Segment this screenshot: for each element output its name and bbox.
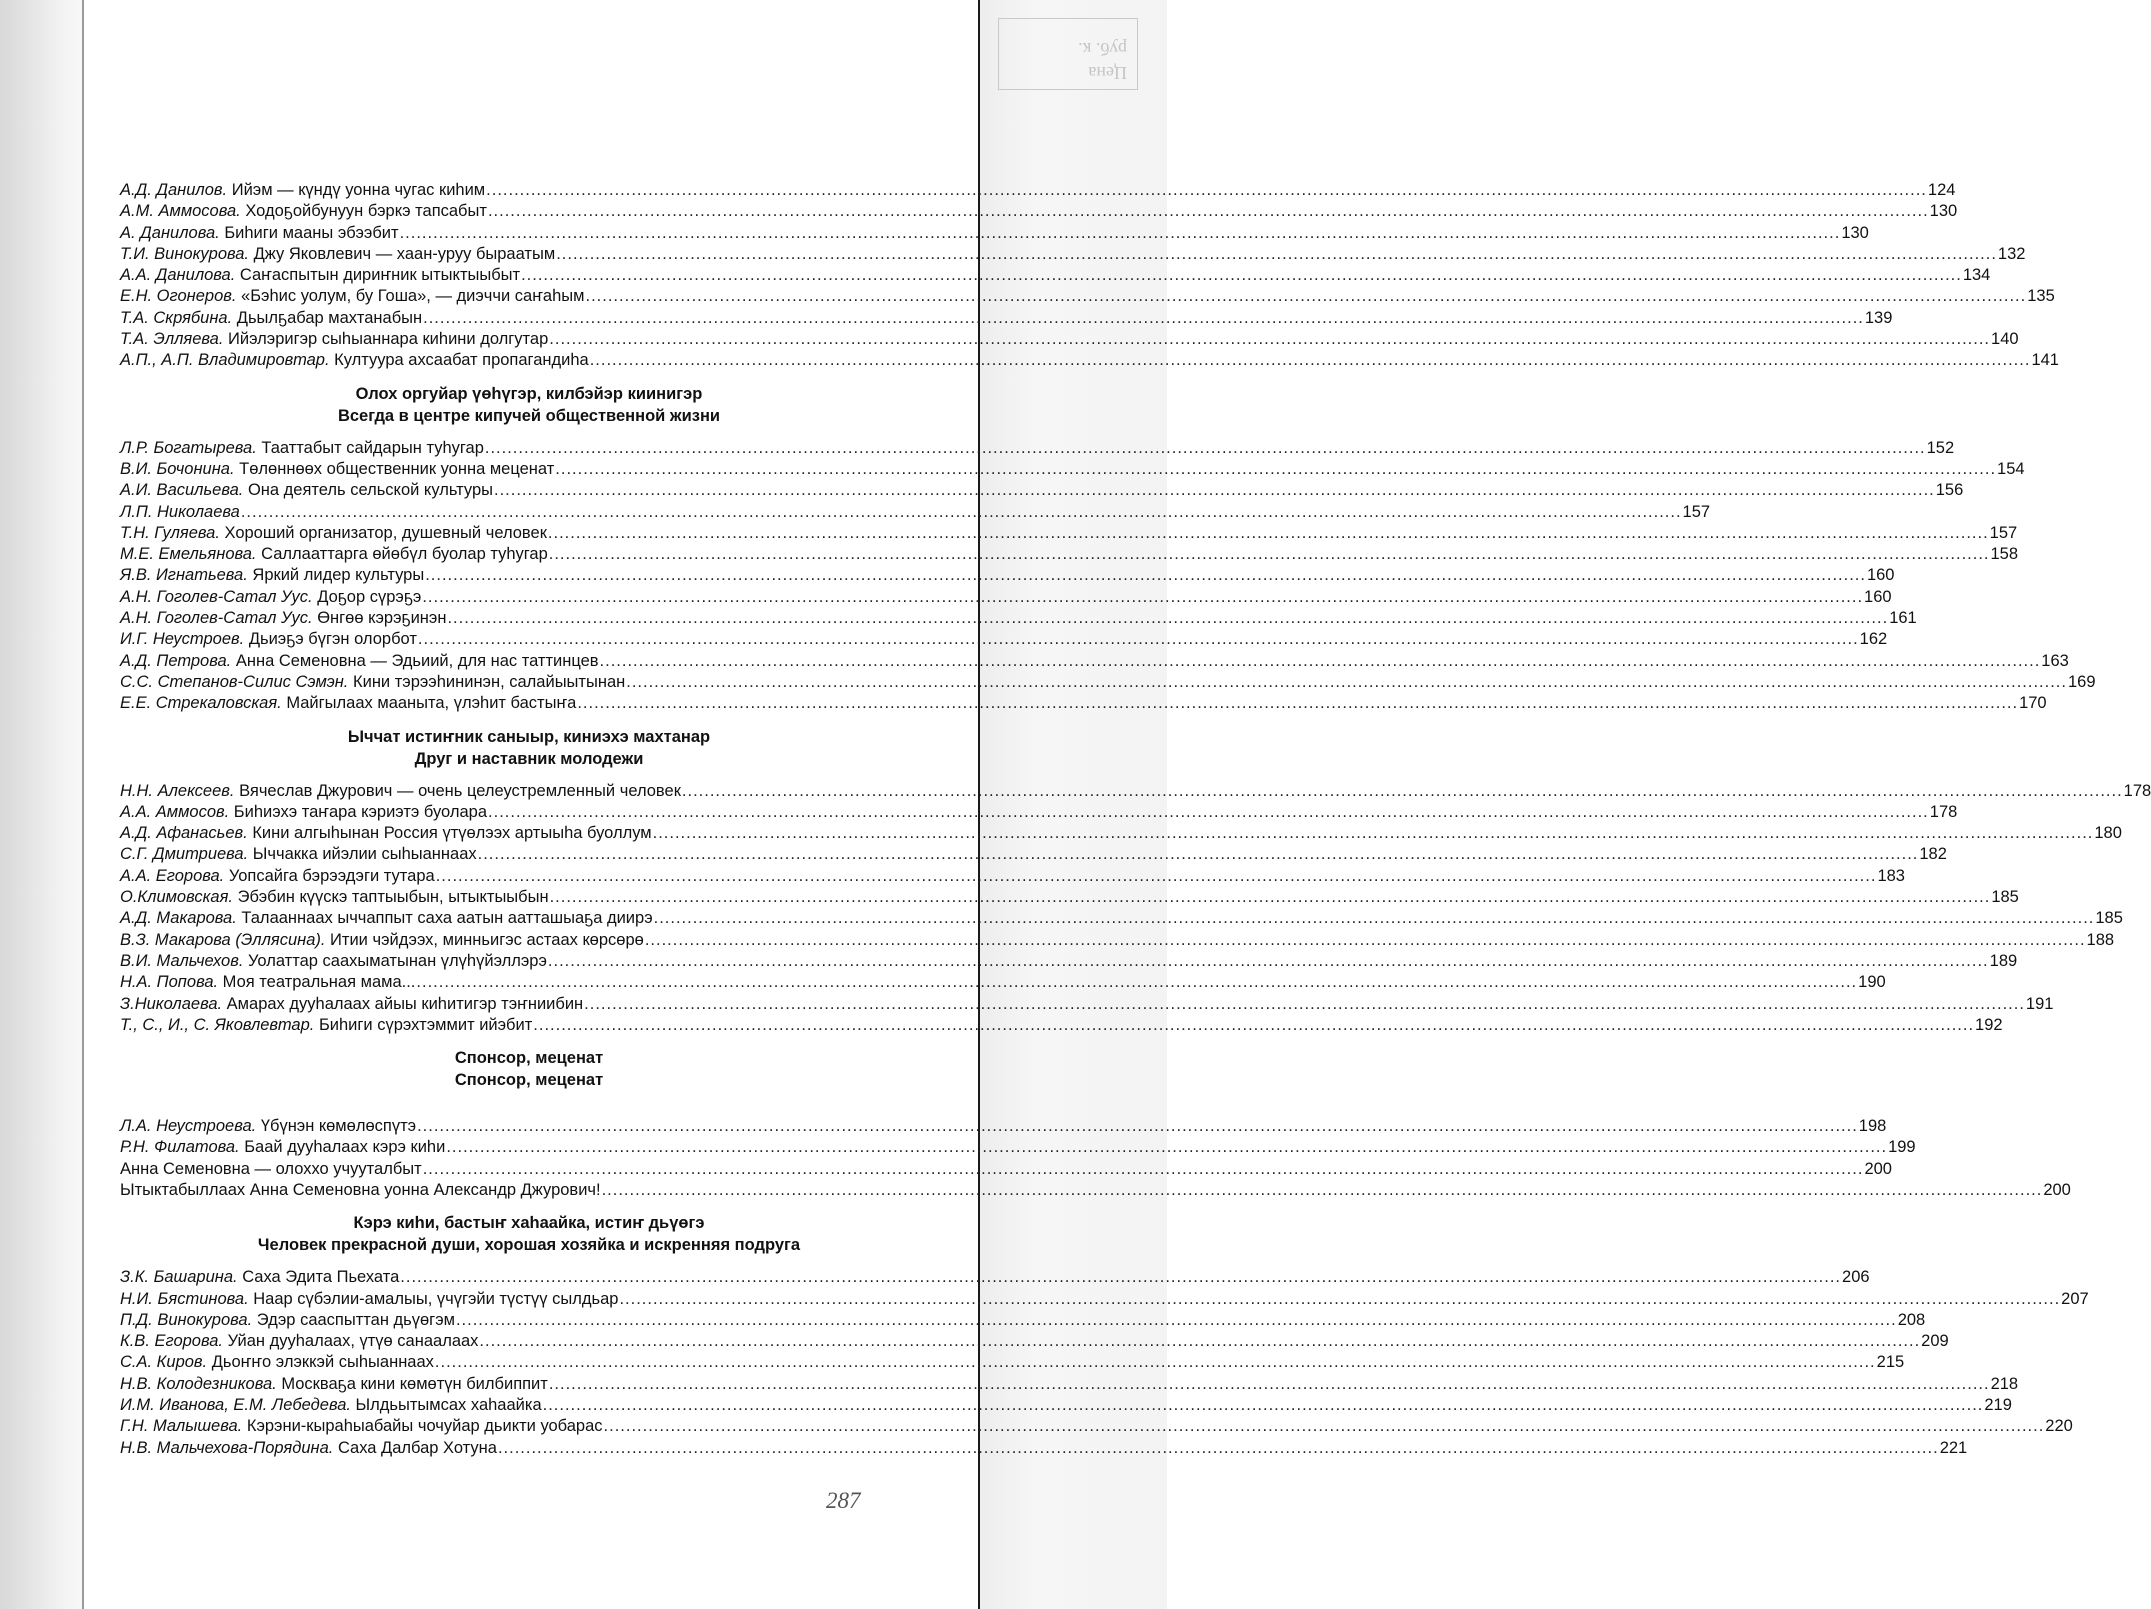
toc-entry[interactable] bbox=[120, 523, 2018, 544]
toc-entry[interactable] bbox=[120, 672, 2096, 693]
leader-dots bbox=[549, 1374, 1990, 1395]
entry-title: Саҥаспытын дириҥник ытыктыыбыт bbox=[239, 266, 521, 285]
entry-author: З.Николаева. bbox=[120, 994, 223, 1013]
entry-author: А.А. Данилова. bbox=[120, 266, 236, 285]
toc-entry[interactable] bbox=[120, 651, 2069, 672]
entry-text bbox=[120, 587, 421, 608]
entry-page-number: 157 bbox=[1682, 502, 1711, 521]
entry-text bbox=[120, 438, 484, 459]
entry-title: Ходоҕойбунуун бэркэ тапсабыт bbox=[245, 202, 487, 221]
toc-section bbox=[120, 383, 2096, 715]
toc-entry[interactable] bbox=[120, 286, 2055, 307]
toc-entry[interactable] bbox=[120, 1416, 2073, 1437]
entry-author: Н.И. Бястинова. bbox=[120, 1289, 249, 1308]
toc-entry[interactable] bbox=[120, 544, 2019, 565]
entry-page-number: 178 bbox=[2123, 781, 2151, 800]
entry-text bbox=[120, 565, 424, 586]
toc-entry[interactable] bbox=[120, 693, 2047, 714]
toc-entry[interactable] bbox=[120, 587, 1892, 608]
leader-dots bbox=[241, 502, 1682, 523]
toc-entry[interactable] bbox=[120, 887, 2019, 908]
leader-dots bbox=[425, 565, 1866, 586]
entry-page-number: 157 bbox=[1989, 523, 2018, 542]
leader-dots bbox=[479, 1331, 1920, 1352]
entry-title: Саллааттарга өйөбүл буолар туһугар bbox=[261, 545, 548, 564]
entry-text bbox=[120, 887, 549, 908]
leader-dots bbox=[584, 994, 2025, 1015]
leader-dots bbox=[626, 672, 2067, 693]
entry-text bbox=[120, 930, 644, 951]
entry-text bbox=[120, 201, 487, 222]
entry-text bbox=[120, 329, 548, 350]
entry-author: А.А. Егорова. bbox=[120, 866, 225, 885]
entry-title: Она деятель сельской культуры bbox=[247, 481, 493, 500]
entry-title: Хороший организатор, душевный человек bbox=[224, 523, 547, 542]
toc-entry[interactable] bbox=[120, 329, 2019, 350]
leader-dots bbox=[548, 523, 1989, 544]
entry-title: Моя театральная мама... bbox=[222, 973, 416, 992]
entry-title: Ийэм — күндү уонна чугас киһим bbox=[231, 181, 486, 199]
entry-page-number: 161 bbox=[1889, 609, 1917, 628]
entry-text bbox=[120, 844, 477, 865]
entry-author: И.Г. Неустроев. bbox=[120, 630, 245, 649]
entry-text bbox=[120, 1180, 601, 1201]
entry-text bbox=[120, 1015, 532, 1036]
toc-entry[interactable] bbox=[120, 951, 2018, 972]
toc-entry[interactable] bbox=[120, 480, 1964, 501]
entry-page-number: 160 bbox=[1864, 587, 1892, 606]
entry-text bbox=[120, 480, 493, 501]
entry-title: Ыччакка ийэлии сыһыаннаах bbox=[252, 845, 477, 864]
entry-page-number: 182 bbox=[1919, 845, 1947, 864]
toc-entry[interactable] bbox=[120, 844, 1947, 865]
toc-entry[interactable] bbox=[120, 1352, 1905, 1373]
entry-title: Итии чэйдээх, минньигэс астаах көрсөрө bbox=[330, 930, 644, 949]
leader-dots bbox=[549, 329, 1990, 350]
toc-section bbox=[120, 726, 2151, 1037]
toc-entry[interactable] bbox=[120, 1331, 1949, 1352]
entry-text bbox=[120, 1289, 618, 1310]
entry-page-number: 191 bbox=[2025, 994, 2054, 1013]
toc-entry[interactable] bbox=[120, 244, 2026, 265]
section-heading: Друг и наставник молодежи bbox=[414, 749, 644, 768]
entry-author: А.Д. Макарова. bbox=[120, 909, 237, 928]
entry-text bbox=[120, 994, 583, 1015]
entry-page-number: 152 bbox=[1926, 438, 1955, 457]
section-heading: Олох оргуйар үөһүгэр, килбэйэр киинигэр bbox=[355, 384, 703, 403]
entry-page-number: 180 bbox=[2094, 824, 2122, 843]
entry-author: Г.Н. Малышева. bbox=[120, 1417, 243, 1436]
stamp-line: Цена bbox=[1088, 63, 1127, 83]
entry-author: С.С. Степанов-Силис Сэмэн. bbox=[120, 672, 349, 691]
section-heading: Ыччат истиҥник саныыр, киниэхэ махтанар bbox=[347, 727, 711, 746]
entry-page-number: 215 bbox=[1876, 1353, 1905, 1372]
entry-title: Култуура ахсаабат пропагандиһа bbox=[334, 351, 589, 370]
entry-text bbox=[120, 1416, 603, 1437]
toc-entry[interactable] bbox=[120, 823, 2122, 844]
entry-title: Эдэр саaспыттан дьүөгэм bbox=[256, 1310, 455, 1329]
entry-text bbox=[120, 1374, 548, 1395]
entry-page-number: 208 bbox=[1897, 1310, 1926, 1329]
leader-dots bbox=[543, 1395, 1984, 1416]
entry-text bbox=[120, 223, 399, 244]
entry-title: Төлөннөөх общественник уонна меценат bbox=[239, 459, 555, 478]
entry-page-number: 134 bbox=[1962, 266, 1991, 285]
section-heading: Спонсор, меценат bbox=[454, 1049, 604, 1068]
entry-author: А.П., А.П. Владимировтар. bbox=[120, 351, 330, 370]
price-stamp bbox=[998, 18, 1138, 90]
entry-text bbox=[120, 244, 555, 265]
toc-entry[interactable] bbox=[120, 1310, 1926, 1331]
entry-title: Уолаттар саахыматынан үлүһүйэллэрэ bbox=[248, 951, 547, 970]
entry-author: Т.Н. Гуляева. bbox=[120, 523, 220, 542]
leader-dots bbox=[488, 201, 1929, 222]
leader-dots bbox=[400, 223, 1841, 244]
toc-entry[interactable] bbox=[120, 1180, 2071, 1201]
entry-author: Н.В. Колодезникова. bbox=[120, 1374, 277, 1393]
leader-dots bbox=[423, 1159, 1864, 1180]
leader-dots bbox=[435, 1352, 1876, 1373]
leader-dots bbox=[653, 823, 2094, 844]
entry-page-number: 124 bbox=[1927, 181, 1956, 199]
toc-entry[interactable] bbox=[120, 629, 1888, 650]
leader-dots bbox=[600, 651, 2041, 672]
leader-dots bbox=[556, 244, 1997, 265]
leader-dots bbox=[436, 866, 1877, 887]
entry-text bbox=[120, 502, 240, 523]
section-heading: Спонсор, меценат bbox=[454, 1071, 604, 1090]
entry-author: Т., С., И., С. Яковлевтар. bbox=[120, 1015, 315, 1034]
entry-title: Кэрэни-кыраһыабайы чочуйар дьикти уобарас bbox=[246, 1417, 603, 1436]
entry-text bbox=[120, 286, 584, 307]
entry-text bbox=[120, 459, 554, 480]
entry-title: Саха Эдита Пьехата bbox=[242, 1268, 400, 1287]
scan-page-edge bbox=[82, 0, 84, 1609]
entry-title: Анна Семеновна — Эдьиий, для нас таттинцев bbox=[235, 651, 599, 670]
toc-entry[interactable] bbox=[120, 502, 1711, 523]
leader-dots bbox=[604, 1416, 2045, 1437]
entry-author: С.А. Киров. bbox=[120, 1353, 208, 1372]
leader-dots bbox=[418, 629, 1859, 650]
entry-text bbox=[120, 1352, 434, 1373]
entry-page-number: 132 bbox=[1997, 244, 2026, 263]
entry-author: А.Д. Петрова. bbox=[120, 651, 232, 670]
toc-entry[interactable] bbox=[120, 265, 1991, 286]
toc-entry[interactable] bbox=[120, 180, 1956, 201]
entry-author: Н.А. Попова. bbox=[120, 973, 219, 992]
entry-text bbox=[120, 651, 599, 672]
entry-page-number: 200 bbox=[2043, 1180, 2071, 1199]
leader-dots bbox=[548, 951, 1989, 972]
entry-page-number: 190 bbox=[1858, 973, 1886, 992]
toc-entry[interactable] bbox=[120, 972, 1886, 993]
leader-dots bbox=[590, 350, 2031, 371]
entry-page-number: 140 bbox=[1991, 330, 2019, 349]
entry-author: З.К. Башарина. bbox=[120, 1268, 238, 1287]
entry-page-number: 130 bbox=[1929, 202, 1958, 221]
leader-dots bbox=[446, 1137, 1887, 1158]
entry-author: А.Н. Гоголев-Сатал Уус. bbox=[120, 587, 313, 606]
entry-author: Р.Н. Филатова. bbox=[120, 1138, 240, 1157]
entry-author: П.Д. Винокурова. bbox=[120, 1310, 253, 1329]
section-heading: Кэрэ киһи, бастыҥ хаһаайка, истиҥ дьүөгэ bbox=[353, 1214, 705, 1233]
entry-page-number: 158 bbox=[1990, 545, 2019, 564]
entry-author: Т.И. Винокурова. bbox=[120, 244, 250, 263]
leader-dots bbox=[577, 693, 2018, 714]
toc-entry[interactable] bbox=[120, 908, 2123, 929]
entry-author: Т.А. Скрябина. bbox=[120, 308, 233, 327]
toc-entry[interactable] bbox=[120, 308, 1893, 329]
entry-author: В.З. Макарова (Эллясина). bbox=[120, 930, 326, 949]
entry-page-number: 135 bbox=[2027, 287, 2055, 306]
entry-title: Амарах дууһалаах айыы киһитигэр тэҥниибин bbox=[226, 994, 584, 1013]
entry-text bbox=[120, 781, 681, 802]
leader-dots bbox=[417, 1116, 1858, 1137]
section-heading: Всегда в центре кипучей общественной жизни bbox=[337, 406, 721, 425]
entry-text bbox=[120, 1331, 478, 1352]
entry-title: Наар сүбэлии-амалыы, үчүгэйи түстүү сылдьар bbox=[253, 1289, 619, 1308]
entry-title: Саха Далбар Хотуна bbox=[337, 1438, 497, 1457]
entry-page-number: 163 bbox=[2041, 651, 2069, 670]
leader-dots bbox=[478, 844, 1919, 865]
entry-text bbox=[120, 972, 415, 993]
entry-title: Москваҕа кини көмөтүн билбиппит bbox=[281, 1374, 548, 1393]
entry-text bbox=[120, 693, 576, 714]
entry-title: Яркий лидер культуры bbox=[252, 566, 425, 585]
entry-page-number: 178 bbox=[1929, 802, 1958, 821]
entry-author: Е.Н. Огонеров. bbox=[120, 287, 237, 306]
stamp-line: руб. к. bbox=[1078, 39, 1127, 59]
entry-text bbox=[120, 866, 435, 887]
entry-page-number: 206 bbox=[1842, 1268, 1870, 1287]
leader-dots bbox=[494, 480, 1935, 501]
entry-page-number: 162 bbox=[1859, 630, 1888, 649]
leader-dots bbox=[486, 180, 1927, 201]
entry-text bbox=[120, 1137, 445, 1158]
entry-author: Н.В. Мальчехова-Порядина. bbox=[120, 1438, 334, 1457]
entry-text bbox=[120, 308, 422, 329]
entry-author: М.Е. Емельянова. bbox=[120, 545, 257, 564]
entry-text bbox=[120, 1116, 416, 1137]
toc-section bbox=[120, 180, 2059, 372]
entry-author: А. Данилова. bbox=[120, 223, 220, 242]
entry-page-number: 199 bbox=[1888, 1138, 1916, 1157]
toc-entry[interactable] bbox=[120, 1137, 1916, 1158]
entry-page-number: 189 bbox=[1989, 951, 2018, 970]
entry-author: Л.П. Николаева bbox=[120, 502, 240, 521]
entry-page-number: 219 bbox=[1984, 1396, 2012, 1415]
entry-author: А.Н. Гоголев-Сатал Уус. bbox=[120, 609, 313, 628]
entry-text bbox=[120, 1438, 497, 1459]
entry-page-number: 141 bbox=[2031, 351, 2059, 370]
leader-dots bbox=[645, 930, 2086, 951]
entry-title: Джу Яковлевич — хаан-уруу быраатым bbox=[253, 244, 556, 263]
entry-text bbox=[120, 908, 653, 929]
entry-author: А.Д. Данилов. bbox=[120, 181, 228, 199]
entry-author: С.Г. Дмитриева. bbox=[120, 845, 249, 864]
toc-entry[interactable] bbox=[120, 1015, 2003, 1036]
entry-text bbox=[120, 544, 548, 565]
entry-page-number: 170 bbox=[2019, 694, 2047, 713]
table-of-contents bbox=[120, 180, 2151, 1459]
entry-title: Дьоҥҥо элэккэй сыһыаннаах bbox=[211, 1353, 434, 1372]
entry-author: Е.Е. Стрекаловская. bbox=[120, 694, 282, 713]
entry-text bbox=[120, 350, 589, 371]
entry-page-number: 185 bbox=[2095, 909, 2123, 928]
toc-entry[interactable] bbox=[120, 201, 1958, 222]
toc-entry[interactable] bbox=[120, 608, 1917, 629]
section-heading: Человек прекрасной души, хорошая хозяйка и искренняя подруга bbox=[257, 1236, 801, 1255]
toc-entry[interactable] bbox=[120, 994, 2054, 1015]
entry-title: Кини алгыһынан Россия үтүөлээх артыыһа буоллум bbox=[252, 824, 652, 843]
entry-author: А.М. Аммосова. bbox=[120, 202, 241, 221]
leader-dots bbox=[447, 608, 1888, 629]
entry-page-number: 209 bbox=[1921, 1332, 1949, 1351]
entry-title: Баай дууһалаах кэрэ киһи bbox=[244, 1138, 446, 1157]
toc-entry[interactable] bbox=[120, 1438, 1968, 1459]
entry-title: Тааттабыт сайдарын туһугар bbox=[261, 438, 484, 457]
entry-title: Ытыктабыллаах Анна Семеновна уонна Александр Джурович! bbox=[120, 1180, 601, 1199]
entry-text bbox=[120, 608, 446, 629]
entry-page-number: 160 bbox=[1866, 566, 1895, 585]
page-number: 287 bbox=[826, 1488, 861, 1513]
entry-page-number: 200 bbox=[1864, 1159, 1892, 1178]
entry-author: К.В. Егорова. bbox=[120, 1332, 223, 1351]
leader-dots bbox=[549, 544, 1990, 565]
entry-author: В.И. Бочонина. bbox=[120, 459, 235, 478]
toc-entry[interactable] bbox=[120, 930, 2115, 951]
toc-entry[interactable] bbox=[120, 459, 2025, 480]
toc-entry[interactable] bbox=[120, 1289, 2089, 1310]
toc-entry[interactable] bbox=[120, 781, 2151, 802]
entry-page-number: 183 bbox=[1877, 866, 1905, 885]
leader-dots bbox=[485, 438, 1926, 459]
leader-dots bbox=[555, 459, 1996, 480]
entry-author: В.И. Мальчехов. bbox=[120, 951, 244, 970]
entry-title: Кини тэрээһининэн, салайыытынан bbox=[352, 672, 626, 691]
entry-title: Вячеслав Джурович — очень целеустремленный человек bbox=[239, 781, 681, 800]
entry-page-number: 139 bbox=[1864, 308, 1893, 327]
entry-title: Биһиги сүрэхтэммит ийэбит bbox=[318, 1015, 533, 1034]
toc-entry[interactable] bbox=[120, 438, 1955, 459]
entry-page-number: 169 bbox=[2067, 672, 2096, 691]
entry-author: Л.А. Неустроева. bbox=[120, 1117, 257, 1136]
entry-text bbox=[120, 802, 487, 823]
leader-dots bbox=[602, 1180, 2043, 1201]
leader-dots bbox=[521, 265, 1962, 286]
entry-text bbox=[120, 951, 547, 972]
entry-text bbox=[120, 672, 625, 693]
entry-title: Доҕор сүрэҕэ bbox=[317, 587, 422, 606]
toc-section bbox=[120, 1047, 2071, 1201]
entry-title: Дьылҕабар махтанабын bbox=[236, 308, 423, 327]
toc-entry[interactable] bbox=[120, 1267, 1870, 1288]
entry-author: Л.Р. Богатырева. bbox=[120, 438, 257, 457]
leader-dots bbox=[619, 1289, 2060, 1310]
entry-page-number: 130 bbox=[1841, 223, 1869, 242]
toc-entry[interactable] bbox=[120, 1159, 1892, 1180]
leader-dots bbox=[682, 781, 2123, 802]
entry-page-number: 188 bbox=[2086, 930, 2115, 949]
entry-page-number: 220 bbox=[2045, 1417, 2073, 1436]
entry-text bbox=[120, 1395, 542, 1416]
entry-author: И.М. Иванова, Е.М. Лебедева. bbox=[120, 1396, 351, 1415]
entry-text bbox=[120, 523, 547, 544]
scan-left-margin bbox=[0, 0, 82, 1609]
entry-title: Биһиэхэ таҥара кэриэтэ буолара bbox=[233, 802, 488, 821]
entry-page-number: 198 bbox=[1858, 1117, 1887, 1136]
leader-dots bbox=[488, 802, 1929, 823]
entry-title: Биһиги мааны эбээбит bbox=[224, 223, 399, 242]
toc-entry[interactable] bbox=[120, 350, 2059, 371]
leader-dots bbox=[422, 587, 1863, 608]
entry-title: Ийэлэригэр сыһыаннара киһини долгутар bbox=[228, 330, 549, 349]
entry-title: Үбүнэн көмөлөспүтэ bbox=[260, 1117, 417, 1136]
toc-entry[interactable] bbox=[120, 1374, 2019, 1395]
entry-text bbox=[120, 1159, 422, 1180]
entry-title: Өнгөө кэрэҕинэн bbox=[317, 609, 447, 628]
entry-page-number: 221 bbox=[1939, 1438, 1968, 1457]
entry-author: О.Климовская. bbox=[120, 888, 233, 907]
leader-dots bbox=[654, 908, 2095, 929]
toc-entry[interactable] bbox=[120, 802, 1958, 823]
entry-author: Т.А. Элляева. bbox=[120, 330, 224, 349]
entry-author: А.Д. Афанасьев. bbox=[120, 824, 248, 843]
entry-page-number: 192 bbox=[1975, 1015, 2003, 1034]
entry-page-number: 185 bbox=[1991, 888, 2019, 907]
entry-title: Уйан дууһалаах, үтүө санаалаах bbox=[227, 1332, 479, 1351]
leader-dots bbox=[416, 972, 1857, 993]
toc-entry[interactable] bbox=[120, 866, 1905, 887]
entry-text bbox=[120, 823, 652, 844]
entry-author: Я.В. Игнатьева. bbox=[120, 566, 248, 585]
entry-author: А.А. Аммосов. bbox=[120, 802, 230, 821]
entry-author: Н.Н. Алексеев. bbox=[120, 781, 235, 800]
leader-dots bbox=[456, 1310, 1897, 1331]
entry-title: Дьиэҕэ бүгэн олорбот bbox=[248, 630, 417, 649]
toc-section bbox=[120, 1212, 2089, 1459]
entry-title: Уопсайга бэрээдэги тутара bbox=[228, 866, 435, 885]
entry-text bbox=[120, 629, 417, 650]
entry-title: Талааннаах ыччаппыт саха аатын аатташыаҕа диирэ bbox=[241, 909, 653, 928]
entry-title: Анна Семеновна — олоххо учууталбыт bbox=[120, 1159, 422, 1178]
entry-text bbox=[120, 1267, 399, 1288]
entry-title: Ылдьытымсах хаһаайка bbox=[355, 1396, 542, 1415]
leader-dots bbox=[423, 308, 1864, 329]
toc-entry[interactable] bbox=[120, 223, 1869, 244]
entry-author: А.И. Васильева. bbox=[120, 481, 244, 500]
entry-text bbox=[120, 180, 485, 201]
leader-dots bbox=[400, 1267, 1841, 1288]
entry-text bbox=[120, 265, 520, 286]
entry-title: Эбэбин күүскэ таптыыбын, ытыктыыбын bbox=[237, 888, 549, 907]
entry-title: «Бэһис уолум, бу Гоша», — диэччи саҥаһым bbox=[241, 287, 585, 306]
toc-entry[interactable] bbox=[120, 1116, 1887, 1137]
entry-page-number: 218 bbox=[1990, 1374, 2019, 1393]
entry-page-number: 207 bbox=[2061, 1289, 2089, 1308]
entry-page-number: 154 bbox=[1997, 459, 2025, 478]
leader-dots bbox=[550, 887, 1991, 908]
toc-entry[interactable] bbox=[120, 1395, 2012, 1416]
entry-page-number: 156 bbox=[1935, 481, 1964, 500]
entry-text bbox=[120, 1310, 455, 1331]
leader-dots bbox=[585, 286, 2026, 307]
leader-dots bbox=[533, 1015, 1974, 1036]
toc-entry[interactable] bbox=[120, 565, 1895, 586]
leader-dots bbox=[498, 1438, 1939, 1459]
entry-title: Майгылаах мааныта, үлэһит бастыҥа bbox=[286, 694, 577, 713]
